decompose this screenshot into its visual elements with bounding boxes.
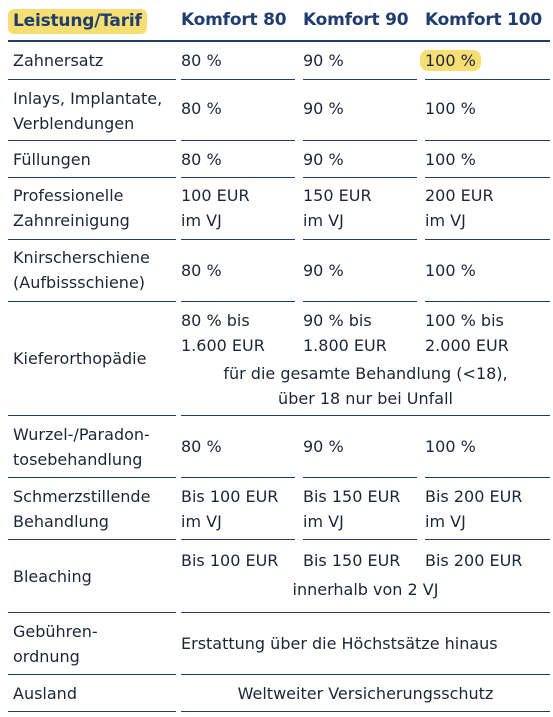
row-divider (181, 711, 550, 712)
row-label-zahnersatz: Zahnersatz (13, 51, 104, 70)
cell-schmerzstillend-komfort-100: Bis 200 EUR im VJ (425, 487, 523, 531)
cell-knirscherschiene-komfort-90: 90 % (303, 261, 344, 280)
cell-knirscherschiene-komfort-100: 100 % (425, 261, 476, 280)
row-divider (425, 79, 550, 80)
cell-schmerzstillend-komfort-80: Bis 100 EUR im VJ (181, 487, 279, 531)
cell-wurzelbehandlung-komfort-80: 80 % (181, 437, 222, 456)
row-divider (8, 415, 176, 416)
cell-fuellungen-komfort-90: 90 % (303, 150, 344, 169)
row-divider (181, 239, 295, 240)
row-divider (8, 539, 176, 540)
cell-ausland-all: Weltweiter Versicherungsschutz (237, 684, 494, 703)
cell-zahnersatz-komfort-90: 90 % (303, 51, 344, 70)
row-label-knirscherschiene: Knirscherschiene (Aufbissschiene) (13, 248, 150, 292)
row-divider (425, 477, 550, 478)
header-komfort-100: Komfort 100 (425, 10, 543, 30)
row-divider (8, 612, 176, 613)
row-divider (8, 711, 176, 712)
table-header (0, 0, 553, 44)
row-divider (8, 177, 176, 178)
row-divider (425, 140, 550, 141)
cell-zahnersatz-komfort-100-highlighted: 100 % (420, 50, 481, 71)
row-divider (425, 539, 550, 540)
row-divider (8, 79, 176, 80)
row-divider (303, 177, 417, 178)
header-leistung-tarif: Leistung/Tarif (8, 9, 147, 34)
row-label-gebuehrenordnung: Gebühren- ordnung (13, 622, 98, 666)
cell-zahnreinigung-komfort-90: 150 EUR im VJ (303, 186, 372, 230)
header-divider (8, 40, 550, 42)
cell-kieferorthopaedie-komfort-100: 100 % bis 2.000 EUR (425, 311, 509, 355)
row-label-fuellungen: Füllungen (13, 150, 91, 169)
cell-schmerzstillend-komfort-90: Bis 150 EUR im VJ (303, 487, 401, 531)
row-divider (181, 477, 295, 478)
cell-fuellungen-komfort-80: 80 % (181, 150, 222, 169)
row-divider (181, 612, 550, 613)
row-label-zahnreinigung: Professionelle Zahnreinigung (13, 186, 130, 230)
row-divider (8, 301, 176, 302)
row-label-bleaching: Bleaching (13, 567, 92, 586)
cell-inlays-komfort-100: 100 % (425, 99, 476, 118)
row-divider (181, 177, 295, 178)
cell-bleaching-note: innerhalb von 2 VJ (292, 580, 439, 599)
row-divider (181, 415, 550, 416)
row-divider (303, 477, 417, 478)
cell-wurzelbehandlung-komfort-100: 100 % (425, 437, 476, 456)
header-komfort-90: Komfort 90 (303, 10, 409, 30)
cell-kieferorthopaedie-komfort-90: 90 % bis 1.800 EUR (303, 311, 387, 355)
row-divider (303, 539, 417, 540)
cell-zahnreinigung-komfort-100: 200 EUR im VJ (425, 186, 494, 230)
row-divider (181, 539, 295, 540)
row-divider (425, 177, 550, 178)
row-label-kieferorthopaedie: Kieferorthopädie (13, 349, 147, 368)
row-divider (181, 674, 550, 675)
cell-bleaching-komfort-100: Bis 200 EUR (425, 551, 523, 570)
cell-bleaching-komfort-80: Bis 100 EUR (181, 551, 279, 570)
row-divider (8, 239, 176, 240)
cell-inlays-komfort-80: 80 % (181, 99, 222, 118)
cell-zahnersatz-komfort-80: 80 % (181, 51, 222, 70)
cell-zahnreinigung-komfort-80: 100 EUR im VJ (181, 186, 250, 230)
cell-kieferorthopaedie-komfort-80: 80 % bis 1.600 EUR (181, 311, 265, 355)
row-divider (8, 674, 176, 675)
row-divider (425, 239, 550, 240)
row-divider (8, 477, 176, 478)
row-divider (303, 140, 417, 141)
cell-inlays-komfort-90: 90 % (303, 99, 344, 118)
row-divider (303, 79, 417, 80)
row-divider (181, 301, 295, 302)
row-divider (8, 140, 176, 141)
cell-bleaching-komfort-90: Bis 150 EUR (303, 551, 401, 570)
cell-wurzelbehandlung-komfort-90: 90 % (303, 437, 344, 456)
row-label-inlays: Inlays, Implantate, Verblendungen (13, 89, 163, 133)
row-divider (181, 140, 295, 141)
cell-knirscherschiene-komfort-80: 80 % (181, 261, 222, 280)
row-divider (181, 79, 295, 80)
row-label-wurzelbehandlung: Wurzel-/Paradon- tosebehandlung (13, 425, 150, 469)
cell-fuellungen-komfort-100: 100 % (425, 150, 476, 169)
row-label-ausland: Ausland (13, 684, 77, 703)
header-komfort-80: Komfort 80 (181, 10, 287, 30)
cell-kieferorthopaedie-note: für die gesamte Behandlung (<18), über 18 nur bei Unfall (223, 364, 508, 408)
row-label-schmerzstillende-behandlung: Schmerzstillende Behandlung (13, 487, 151, 531)
row-divider (425, 301, 550, 302)
row-divider (303, 301, 417, 302)
row-divider (303, 239, 417, 240)
cell-gebuehrenordnung-all: Erstattung über die Höchstsätze hinaus (181, 634, 498, 653)
